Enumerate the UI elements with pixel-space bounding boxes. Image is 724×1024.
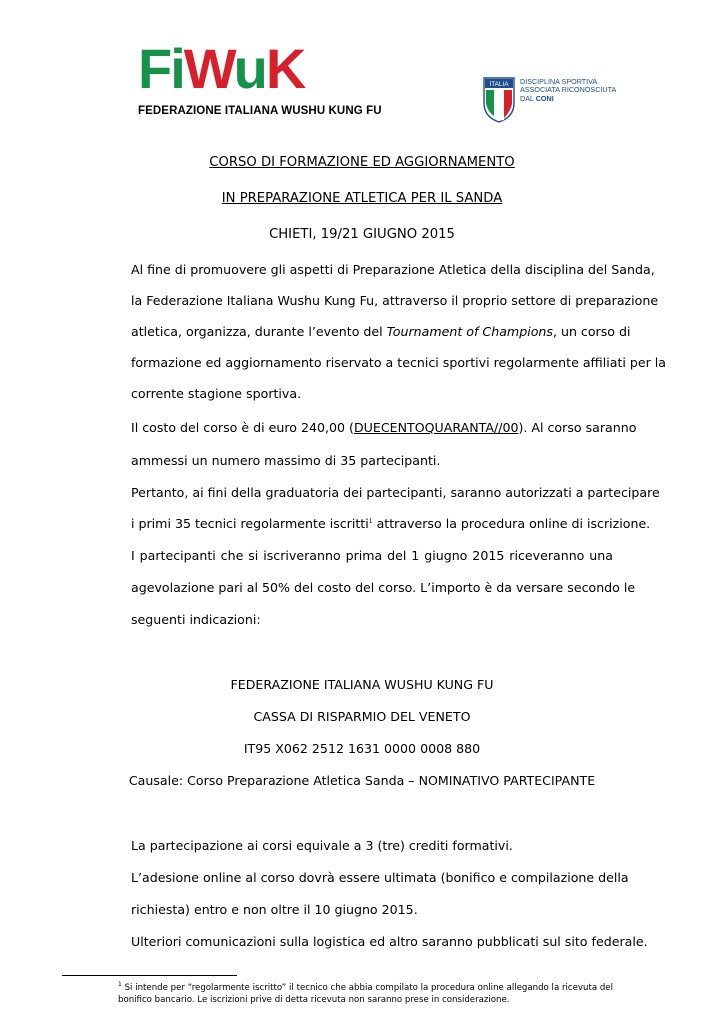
title-line-3: CHIETI, 19/21 GIUGNO 2015	[269, 227, 455, 242]
body-p2-line-2: ammessi un numero massimo di 35 partecipanti.	[131, 453, 441, 468]
body-p3-line-2-b: attraverso la procedura online di iscrizione.	[372, 516, 651, 531]
body-p3-line-2-a: i primi 35 tecnici regolarmente iscritti	[131, 516, 369, 531]
body-p1-line-3-a: atletica, organizza, durante l’evento del	[131, 324, 387, 339]
closing-deadline-line-2: richiesta) entro e non oltre il 10 giugno 2015.	[131, 902, 418, 917]
payment-bank: CASSA DI RISPARMIO DEL VENETO	[253, 709, 471, 724]
body-p4-line-1: I partecipanti che si iscriveranno prima del 1 giugno 2015 riceveranno una	[131, 548, 613, 563]
footnote-marker: 1	[118, 981, 122, 989]
body-p4-line-3: seguenti indicazioni:	[131, 612, 261, 627]
logo-letter-k: K	[265, 37, 305, 100]
body-p1-line-2: la Federazione Italiana Wushu Kung Fu, attraverso il proprio settore di preparazione	[131, 293, 659, 308]
coni-badge	[483, 77, 643, 125]
body-p1-line-3	[131, 324, 631, 339]
body-p2-line-1	[131, 420, 637, 435]
logo-letters-fi: Fi	[138, 37, 184, 100]
title-line-2: IN PREPARAZIONE ATLETICA PER IL SANDA	[221, 191, 503, 206]
body-p2-line-1-a: Il costo del corso è di euro 240,00 (	[131, 420, 354, 435]
fiwuk-logo-wordmark	[138, 37, 305, 100]
cost-in-words: DUECENTOQUARANTA//00	[353, 420, 519, 435]
title-line-1: CORSO DI FORMAZIONE ED AGGIORNAMENTO	[209, 155, 515, 170]
payment-causale: Causale: Corso Preparazione Atletica Sanda – NOMINATIVO PARTECIPANTE	[128, 773, 596, 788]
coni-line-3-prefix: DAL	[520, 93, 536, 103]
tournament-name: Tournament of Champions	[386, 324, 553, 339]
body-p1-line-5: corrente stagione sportiva.	[131, 386, 302, 401]
payment-beneficiary: FEDERAZIONE ITALIANA WUSHU KUNG FU	[230, 677, 494, 692]
logo-letter-u: u	[233, 37, 266, 100]
coni-line-1: DISCIPLINA SPORTIVA	[520, 77, 598, 86]
closing-credits: La partecipazione ai corsi equivale a 3 (tre) crediti formativi.	[131, 838, 513, 853]
fiwuk-logo	[138, 37, 382, 125]
coni-line-3	[520, 95, 616, 103]
body-p1-line-3-b: , un corso di	[552, 324, 631, 339]
body-p2-line-1-b: ). Al corso saranno	[518, 420, 637, 435]
body-p1-line-1: Al fine di promuovere gli aspetti di Preparazione Atletica della disciplina del Sanda,	[131, 262, 655, 277]
body-p1-line-4: formazione ed aggiornamento riservato a tecnici sportivi regolarmente affiliati per la	[131, 355, 667, 370]
body-p4-line-2: agevolazione pari al 50% del costo del corso. L’importo è da versare secondo le	[131, 580, 636, 595]
coni-line-2: ASSOCIATA RICONOSCIUTA	[520, 85, 617, 95]
italia-shield-icon	[483, 77, 515, 123]
closing-further-info: Ulteriori comunicazioni sulla logistica ed altro saranno pubblicati sul sito federale.	[131, 934, 648, 949]
footnote-ref: 1	[368, 517, 373, 525]
closing-deadline-line-1: L’adesione online al corso dovrà essere ultimata (bonifico e compilazione della	[131, 870, 629, 885]
italia-shield-label: ITALIA	[489, 81, 509, 88]
footnote	[118, 982, 613, 1006]
body-p3-line-2	[131, 516, 651, 531]
footnote-text: Si intende per “regolarmente iscritto” il tecnico che abbia compilato la procedura online allegando la ricevuta del bonifico bancario. Le iscrizioni prive di detta ricevuta non saranno prese in considerazione.	[118, 983, 613, 1005]
coni-caption	[520, 78, 616, 103]
coni-brand: CONI	[535, 93, 554, 103]
body-p3-line-1: Pertanto, ai fini della graduatoria dei partecipanti, saranno autorizzati a partecipare	[131, 485, 660, 500]
logo-subtitle: FEDERAZIONE ITALIANA WUSHU KUNG FU	[138, 105, 382, 117]
logo-letter-w: W	[183, 37, 234, 100]
payment-iban: IT95 X062 2512 1631 0000 0008 880	[243, 741, 481, 756]
footnote-separator	[62, 975, 237, 976]
